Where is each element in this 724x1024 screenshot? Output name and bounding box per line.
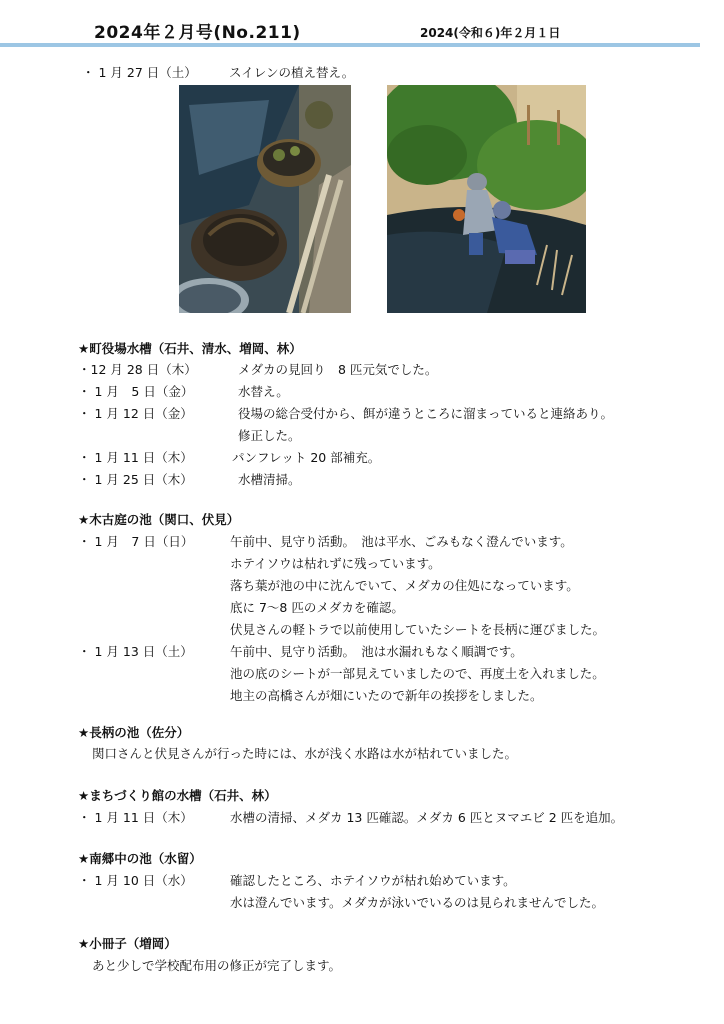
photo-people-working-in-pond	[387, 85, 586, 313]
list-item-text: 午前中、見守り活動。 池は平水、ごみもなく澄んでいます。	[230, 534, 573, 549]
list-item-text: 役場の総合受付から、餌が違うところに溜まっていると連絡あり。	[238, 406, 614, 421]
list-item-date: ・12 月 28 日（木）	[78, 362, 197, 377]
list-item-text: 池の底のシートが一部見えていましたので、再度土を入れました。	[230, 666, 605, 681]
section-heading-machizukuri: ★まちづくり館の水槽（石井、林）	[78, 788, 277, 803]
suiren-text: スイレンの植え替え。	[229, 65, 355, 80]
booklet-text: あと少しで学校配布用の修正が完了します。	[92, 958, 342, 973]
list-item-text: 午前中、見守り活動。 池は水漏れもなく順調です。	[230, 644, 523, 659]
issue-date: 2024(令和６)年２月１日	[420, 26, 561, 40]
section-heading-town-hall: ★町役場水槽（石井、清水、増岡、林）	[78, 341, 302, 356]
list-item-date: ・ 1 月 13 日（土）	[78, 644, 193, 659]
list-item-text: 落ち葉が池の中に沈んでいて、メダカの住処になっています。	[230, 578, 579, 593]
section-heading-nangochu: ★南郷中の池（水留）	[78, 851, 202, 866]
list-item-text: 地主の高橋さんが畑にいたので新年の挨拶をしました。	[230, 688, 543, 703]
list-item-date: ・ 1 月 5 日（金）	[78, 384, 194, 399]
suiren-date: ・ 1 月 27 日（土）	[82, 65, 197, 80]
list-item-text: メダカの見回り 8 匹元気でした。	[238, 362, 438, 377]
photo-repotting-water-lilies	[179, 85, 351, 313]
list-item-text: 水替え。	[238, 384, 289, 399]
section-heading-booklet: ★小冊子（増岡）	[78, 936, 177, 951]
list-item-text: 水槽清掃。	[238, 472, 301, 487]
list-item-text: 水は澄んでいます。メダカが泳いでいるのは見られませんでした。	[230, 895, 605, 910]
section-heading-nagae: ★長柄の池（佐分）	[78, 725, 190, 740]
list-item-text: ホテイソウは枯れずに残っています。	[230, 556, 441, 571]
list-item-text: 伏見さんの軽トラで以前使用していたシートを長柄に運びました。	[230, 622, 606, 637]
list-item-date: ・ 1 月 10 日（水）	[78, 873, 193, 888]
newsletter-title: 2024年２月号(No.211)	[94, 23, 301, 43]
header-divider	[0, 43, 700, 47]
list-item-date: ・ 1 月 7 日（日）	[78, 534, 194, 549]
list-item-date: ・ 1 月 11 日（木）	[78, 450, 193, 465]
list-item-date: ・ 1 月 25 日（木）	[78, 472, 193, 487]
list-item-text: 底に 7～8 匹のメダカを確認。	[230, 600, 404, 615]
list-item-date: ・ 1 月 12 日（金）	[78, 406, 193, 421]
section-heading-kikoniwa: ★木古庭の池（関口、伏見）	[78, 512, 240, 527]
list-item-date: ・ 1 月 11 日（木）	[78, 810, 193, 825]
list-item-text: 水槽の清掃、メダカ 13 匹確認。メダカ 6 匹とヌマエビ 2 匹を追加。	[230, 810, 624, 825]
nagae-text: 関口さんと伏見さんが行った時には、水が浅く水路は水が枯れていました。	[92, 746, 518, 761]
list-item-text: 確認したところ、ホテイソウが枯れ始めています。	[230, 873, 516, 888]
list-item-text: 修正した。	[238, 428, 301, 443]
list-item-text: パンフレット 20 部補充。	[232, 450, 381, 465]
